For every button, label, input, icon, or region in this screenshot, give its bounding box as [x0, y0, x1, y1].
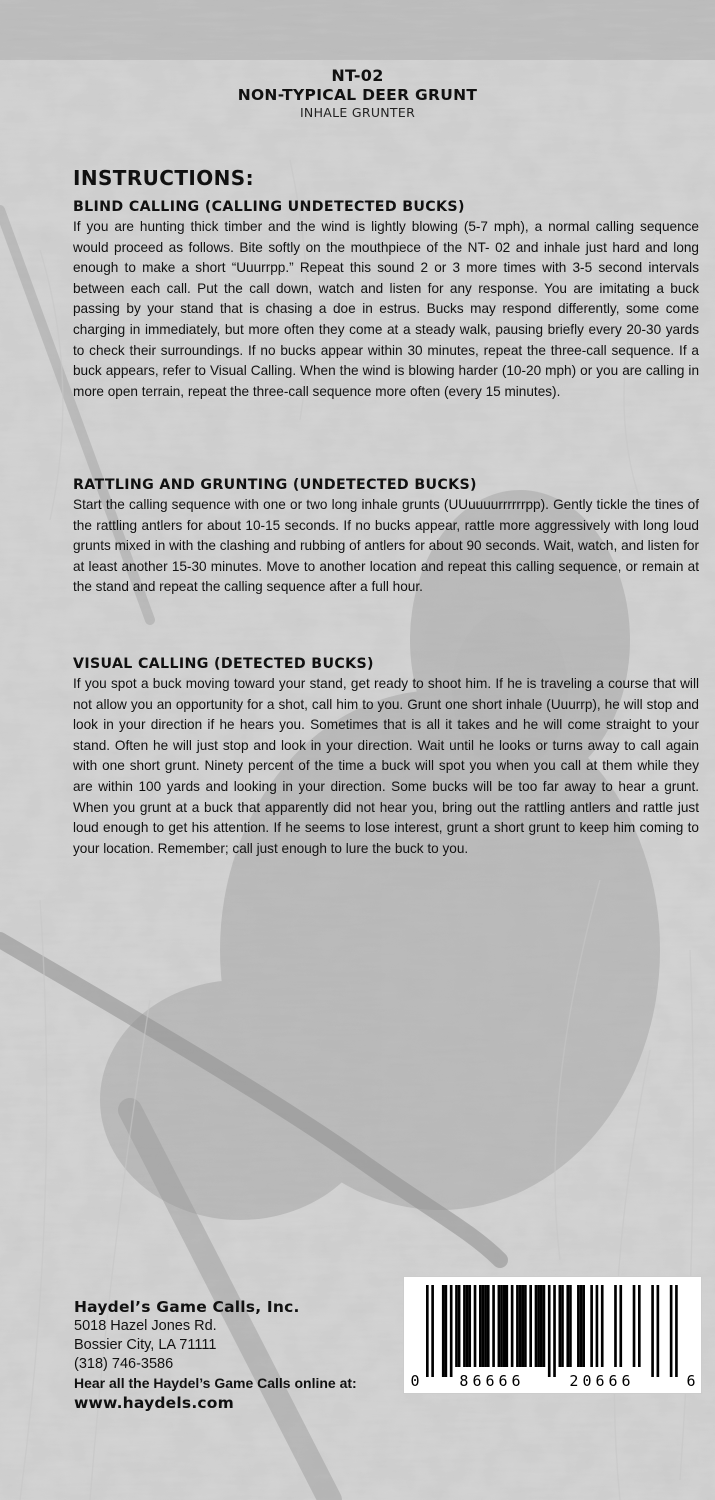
- barcode-bar: [519, 1285, 522, 1367]
- barcode-bar: [498, 1285, 501, 1367]
- barcode-bar: [511, 1285, 514, 1367]
- instructions-heading: INSTRUCTIONS:: [73, 166, 254, 190]
- barcode-bar: [529, 1285, 532, 1367]
- barcode-bar: [468, 1285, 471, 1367]
- barcode-graphic: [404, 1277, 701, 1393]
- barcode-bar: [561, 1285, 564, 1367]
- barcode-bar: [619, 1285, 622, 1367]
- section-heading: RATTLING AND GRUNTING (UNDETECTED BUCKS): [73, 477, 477, 493]
- section-heading: VISUAL CALLING (DETECTED BUCKS): [73, 656, 374, 672]
- section-rattling-grunting: [73, 476, 699, 598]
- barcode-bar: [638, 1285, 641, 1367]
- barcode-bar: [543, 1285, 546, 1367]
- barcode-bar: [492, 1285, 495, 1367]
- barcode-bar: [463, 1285, 466, 1367]
- barcode-digits-right: 20666: [569, 1372, 635, 1390]
- barcode-bar: [535, 1285, 538, 1367]
- barcode-bar: [474, 1285, 477, 1367]
- barcode-bar: [580, 1285, 583, 1367]
- company-website: www.haydels.com: [74, 1394, 234, 1412]
- company-address-line1: 5018 Hazel Jones Rd.: [74, 1318, 217, 1334]
- barcode-bar: [566, 1285, 569, 1367]
- barcode-bar: [482, 1285, 485, 1367]
- barcode-bar: [455, 1285, 458, 1367]
- product-header: [0, 66, 715, 120]
- section-body: Start the calling sequence with one or two long inhale grunts (UUuuuurrrrrrpp). Gently tickle the tines of the rattling antlers for about 10-15 seconds. If no bucks appear, rattle more aggressively with long loud grunts mixed in with the clashing and rubbing of antlers for about 90 seconds. Wait, watch, and listen for at least another 15-30 minutes. Move to another location and repeat this calling sequence, or remain at the stand and repeat the calling sequence after a full hour.: [73, 497, 699, 595]
- barcode-bar: [426, 1285, 429, 1377]
- barcode-bar: [651, 1285, 654, 1377]
- barcode-bar: [614, 1285, 617, 1367]
- product-type: INHALE GRUNTER: [299, 105, 416, 120]
- barcode-bar: [540, 1285, 543, 1367]
- barcode-bar: [450, 1285, 453, 1377]
- barcode-bar: [590, 1285, 593, 1367]
- company-info: [74, 1297, 394, 1413]
- section-visual-calling: [73, 655, 699, 859]
- company-address-line2: Bossier City, LA 71111: [74, 1337, 217, 1353]
- barcode-bar: [657, 1285, 660, 1377]
- barcode-bar: [601, 1285, 604, 1367]
- section-body: If you are hunting thick timber and the wind is lightly blowing (5-7 mph), a normal calling sequence would proceed as follows. Bite softly on the mouthpiece of the NT- 02 and inhale just hard and long enough to make a short “Uuurrpp.” Repeat this sound 2 or 3 more times with 3-5 second intervals between each call. Put the call down, watch and listen for any response. You are imitating a buck passing by your stand that is chasing a doe in estrus. Bucks may respond differently, some come charging in immediately, but more often they come at a steady walk, pausing briefly every 20-30 yards to check their surroundings. If no bucks appear within 30 minutes, repeat the three-call sequence. If a buck appears, refer to Visual Calling. When the wind is blowing harder (10-20 mph) or you are calling in more open terrain, repeat the three-call sequence more often (every 15 minutes).: [73, 219, 699, 399]
- barcode-bar: [548, 1285, 551, 1377]
- product-code: NT-02: [331, 66, 384, 85]
- barcode-digits-left: 86666: [459, 1372, 525, 1390]
- barcode-bar: [577, 1285, 580, 1367]
- barcode-bar: [569, 1285, 572, 1367]
- upc-barcode: [403, 1276, 702, 1394]
- barcode-bar: [500, 1285, 503, 1367]
- barcode-bar: [516, 1285, 519, 1367]
- barcode-bar: [675, 1285, 678, 1377]
- barcode-bar: [521, 1285, 524, 1367]
- barcode-bar: [431, 1285, 434, 1377]
- barcode-digit-check: 6: [686, 1372, 696, 1390]
- section-blind-calling: [73, 198, 699, 402]
- barcode-bar: [442, 1285, 445, 1377]
- barcode-bar: [466, 1285, 469, 1367]
- barcode-bar: [506, 1285, 509, 1367]
- barcode-bar: [559, 1285, 562, 1367]
- barcode-bar: [596, 1285, 599, 1367]
- barcode-bar: [445, 1285, 448, 1377]
- barcode-bar: [487, 1285, 490, 1367]
- barcode-bar: [582, 1285, 585, 1367]
- barcode-bar: [670, 1285, 673, 1377]
- company-online-text: Hear all the Haydel’s Game Calls online at:: [74, 1375, 357, 1391]
- company-name: Haydel’s Game Calls, Inc.: [74, 1298, 300, 1316]
- barcode-bar: [458, 1285, 461, 1367]
- barcode-bar: [537, 1285, 540, 1367]
- barcode-bar: [553, 1285, 556, 1377]
- barcode-bar: [484, 1285, 487, 1367]
- product-name: NON-TYPICAL DEER GRUNT: [237, 86, 478, 104]
- company-phone: (318) 746-3586: [74, 1356, 174, 1372]
- section-heading: BLIND CALLING (CALLING UNDETECTED BUCKS): [73, 199, 465, 215]
- barcode-bar: [479, 1285, 482, 1367]
- barcode-bar: [633, 1285, 636, 1367]
- barcode-bar: [524, 1285, 527, 1367]
- barcode-bars: [426, 1285, 678, 1377]
- section-body: If you spot a buck moving toward your stand, get ready to shoot him. If he is traveling a course that will not allow you an opportunity for a shot, call him to you. Grunt one short inhale (Uuurrp), he will stop and look in your direction if he hears you. Sometimes that is all it takes and he will come straight to your stand. Often he will just stop and look in your direction. Wait until he looks or turns away to call again with one short grunt. Ninety percent of the time a buck will spot you when you call at them while they are within 100 yards and looking in your direction. Some bucks will be too far away to hear a grunt. When you grunt at a buck that apparently did not hear you, bring out the rattling antlers and rattle just loud enough to get his attention. If he seems to lose interest, grunt a short grunt to keep him coming to your location. Remember; call just enough to lure the buck to you.: [73, 676, 699, 856]
- barcode-digit-system: 0: [410, 1372, 420, 1390]
- barcode-bar: [503, 1285, 506, 1367]
